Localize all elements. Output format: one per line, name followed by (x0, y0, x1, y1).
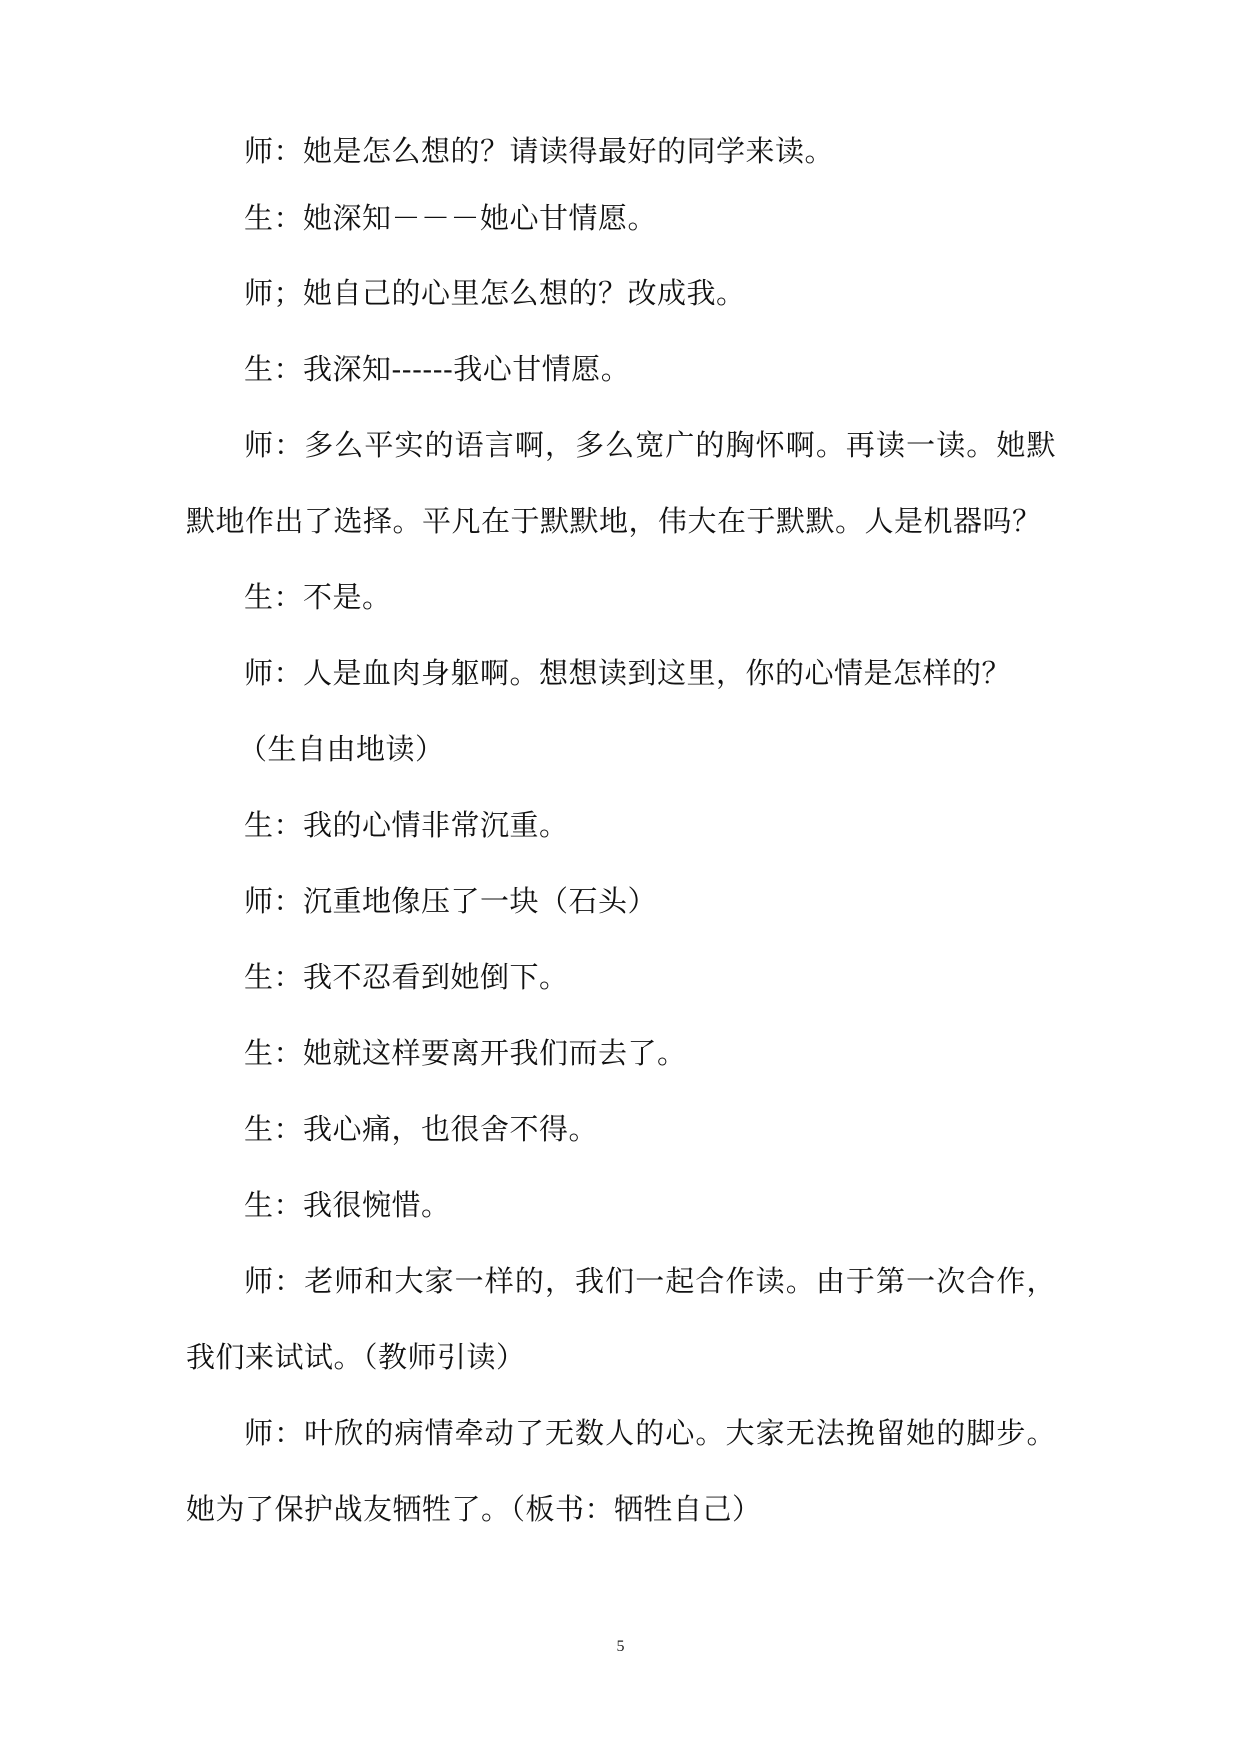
paragraph-9: 生：我的心情非常沉重。 (244, 808, 569, 842)
page-number: 5 (616, 1638, 625, 1655)
paragraph-14: 生：我很惋惜。 (244, 1188, 451, 1222)
paragraph-1: 师：她是怎么想的？请读得最好的同学来读。 (244, 134, 835, 168)
paragraph-4: 生：我深知------我心甘情愿。 (244, 352, 631, 386)
paragraph-10: 师：沉重地像压了一块（石头） (244, 884, 658, 918)
paragraph-2: 生：她深知－－－她心甘情愿。 (244, 201, 658, 235)
paragraph-11: 生：我不忍看到她倒下。 (244, 960, 569, 994)
paragraph-16: 师：叶欣的病情牵动了无数人的心。大家无法挽留她的脚步。她为了保护战友牺牲了。（板书：牺牲自己） (186, 1416, 1056, 1526)
paragraph-13: 生：我心痛，也很舍不得。 (244, 1112, 599, 1146)
paragraph-15: 师：老师和大家一样的，我们一起合作读。由于第一次合作，我们来试试。（教师引读） (186, 1264, 1056, 1374)
paragraph-6: 生：不是。 (244, 580, 392, 614)
paragraph-7: 师：人是血肉身躯啊。想想读到这里，你的心情是怎样的？ (244, 656, 1012, 690)
paragraph-5: 师：多么平实的语言啊，多么宽广的胸怀啊。再读一读。她默默地作出了选择。平凡在于默默地，伟大在于默默。人是机器吗？ (186, 428, 1056, 538)
paragraph-12: 生：她就这样要离开我们而去了。 (244, 1036, 687, 1070)
paragraph-8: （生自由地读） (238, 732, 445, 766)
paragraph-3: 师；她自己的心里怎么想的？改成我。 (244, 276, 746, 310)
